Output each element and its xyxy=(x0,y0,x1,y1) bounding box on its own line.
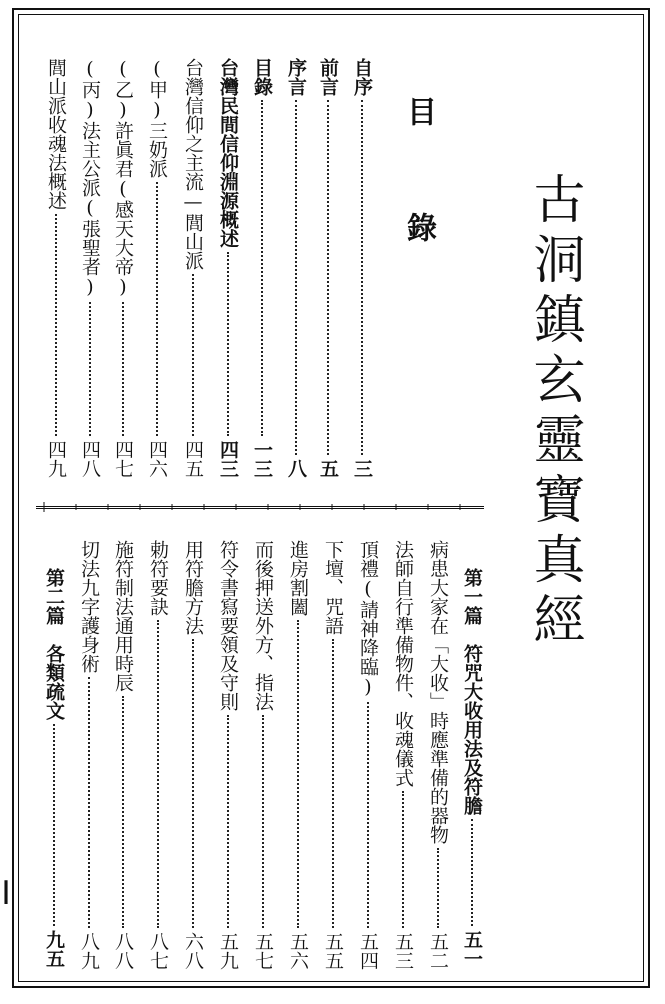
lower-toc-entry-4 xyxy=(288,540,307,970)
leader-dots xyxy=(55,214,57,436)
lower-toc-entry-1 xyxy=(393,540,412,970)
toc-entry-title: 台灣民間信仰淵源概述 xyxy=(217,58,239,248)
toc-entry-page: 五七 xyxy=(252,932,274,970)
toc-entry-title: 切法九字護身術 xyxy=(78,540,100,673)
book-title: 古洞鎮玄靈寶真經 xyxy=(524,172,584,652)
leader-dots xyxy=(327,100,329,455)
chapter-two-heading-0 xyxy=(44,568,63,968)
toc-entry-page: 一三 xyxy=(251,440,273,478)
leader-dots xyxy=(437,848,439,928)
leader-dots xyxy=(89,302,91,436)
divider-ticks xyxy=(36,500,484,514)
toc-entry-title: 勅符要訣 xyxy=(147,540,169,616)
lower-toc-entry-3 xyxy=(323,540,342,970)
toc-entry-title: 閭山派收魂法概述 xyxy=(45,58,67,210)
leader-dots xyxy=(295,100,297,455)
toc-entry-title: 法師自行準備物件、收魂儀式 xyxy=(392,540,414,787)
toc-entry-page: 五六 xyxy=(287,932,309,970)
toc-heading-char-2: 錄 xyxy=(401,212,436,242)
upper-toc-entry-7 xyxy=(113,58,132,478)
lower-toc-entry-7 xyxy=(183,540,202,970)
toc-entry-page: 四五 xyxy=(182,440,204,478)
leader-dots xyxy=(402,791,404,928)
leader-dots xyxy=(156,182,158,436)
toc-entry-title: 第一篇 符咒大收用法及符膽 xyxy=(461,568,483,815)
toc-entry-title: 下壇、咒語 xyxy=(322,540,344,635)
upper-toc-entry-2 xyxy=(286,58,305,478)
toc-entry-page: 四八 xyxy=(79,440,101,478)
toc-entry-page: 八八 xyxy=(112,932,134,970)
lower-toc-entry-8 xyxy=(148,540,167,970)
leader-dots xyxy=(53,724,55,926)
lower-toc-entry-0 xyxy=(428,540,447,970)
toc-entry-title: 第二篇 各類疏文 xyxy=(43,568,65,720)
toc-entry-title: 前言 xyxy=(317,58,339,96)
lower-toc-entry-10 xyxy=(79,540,98,970)
leader-dots xyxy=(122,696,124,928)
toc-entry-title: 台灣信仰之主流—閭山派 xyxy=(182,58,204,270)
toc-entry-title: 病患大家在「大收」時應準備的器物 xyxy=(427,540,449,844)
lower-toc-entry-6 xyxy=(218,540,237,970)
toc-heading-char-1: 目 xyxy=(401,96,436,126)
upper-toc-entry-6 xyxy=(147,58,166,478)
toc-entry-page: 三 xyxy=(351,459,373,478)
toc-entry-page: 九五 xyxy=(43,930,65,968)
toc-entry-page: 六八 xyxy=(182,932,204,970)
toc-entry-page: 五四 xyxy=(357,932,379,970)
toc-entry-title: 自序 xyxy=(351,58,373,96)
chapter-one-heading-0 xyxy=(462,568,481,968)
toc-entry-page: 五三 xyxy=(392,932,414,970)
toc-entry-title: 序言 xyxy=(285,58,307,96)
toc-entry-page: 五五 xyxy=(322,932,344,970)
leader-dots xyxy=(262,715,264,928)
lower-toc-entry-9 xyxy=(113,540,132,970)
upper-toc-entry-8 xyxy=(80,58,99,478)
leader-dots xyxy=(227,715,229,928)
toc-entry-title: (甲)三奶派 xyxy=(146,58,168,178)
toc-entry-page: 五 xyxy=(317,459,339,478)
margin-mark: ┃ xyxy=(0,880,12,904)
leader-dots xyxy=(157,620,159,928)
toc-entry-page: 八七 xyxy=(147,932,169,970)
leader-dots xyxy=(361,100,363,455)
toc-entry-title: 符令書寫要領及守則 xyxy=(217,540,239,711)
toc-entry-page: 八 xyxy=(285,459,307,478)
leader-dots xyxy=(367,702,369,928)
toc-entry-title: 進房割闔 xyxy=(287,540,309,616)
toc-entry-title: 施符制法通用時辰 xyxy=(112,540,134,692)
upper-toc-entry-3 xyxy=(252,58,271,478)
upper-toc-entry-4 xyxy=(218,58,237,478)
lower-toc-entry-2 xyxy=(358,540,377,970)
lower-toc-entry-5 xyxy=(253,540,272,970)
leader-dots xyxy=(192,639,194,928)
toc-entry-title: 而後押送外方、指法 xyxy=(252,540,274,711)
toc-entry-title: (乙)許眞君(感天大帝) xyxy=(112,58,134,298)
toc-entry-title: 頂禮(請神降臨) xyxy=(357,540,379,698)
upper-toc-entry-0 xyxy=(352,58,371,478)
leader-dots xyxy=(297,620,299,928)
toc-entry-title: 用符膽方法 xyxy=(182,540,204,635)
toc-entry-page: 五九 xyxy=(217,932,239,970)
leader-dots xyxy=(122,302,124,436)
toc-entry-title: (丙)法主公派(張聖者) xyxy=(79,58,101,298)
leader-dots xyxy=(227,252,229,436)
toc-entry-title: 目錄 xyxy=(251,58,273,96)
leader-dots xyxy=(471,819,473,926)
toc-entry-page: 四六 xyxy=(146,440,168,478)
leader-dots xyxy=(88,677,90,928)
toc-entry-page: 四七 xyxy=(112,440,134,478)
upper-toc-entry-5 xyxy=(183,58,202,478)
toc-entry-page: 四三 xyxy=(217,440,239,478)
leader-dots xyxy=(261,100,263,436)
leader-dots xyxy=(192,274,194,436)
toc-entry-page: 五一 xyxy=(461,930,483,968)
toc-entry-page: 八九 xyxy=(78,932,100,970)
leader-dots xyxy=(332,639,334,928)
toc-entry-page: 五二 xyxy=(427,932,449,970)
toc-entry-page: 四九 xyxy=(45,440,67,478)
upper-toc-entry-9 xyxy=(46,58,65,478)
upper-toc-entry-1 xyxy=(318,58,337,478)
